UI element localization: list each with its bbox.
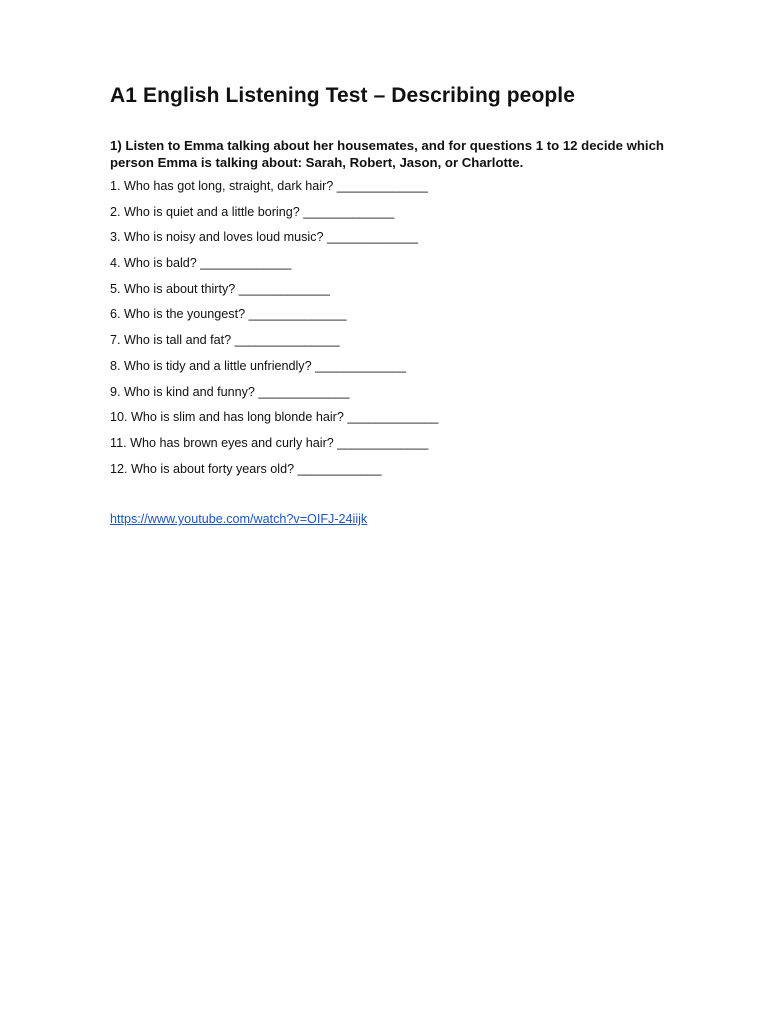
- question-item: 1. Who has got long, straight, dark hair? _____________: [110, 179, 428, 193]
- youtube-link[interactable]: https://www.youtube.com/watch?v=OIFJ-24iijk: [110, 512, 368, 526]
- question-item: 12. Who is about forty years old? ____________: [110, 461, 382, 476]
- question-list: [110, 177, 438, 485]
- question-item: 4. Who is bald? _____________: [110, 256, 292, 271]
- question-item: 9. Who is kind and funny? _____________: [110, 384, 350, 399]
- instructions-text: 1) Listen to Emma talking about her housemates, and for questions 1 to 12 decide which person Emma is talking about: Sarah, Robert, Jason, or Charlotte.: [110, 138, 664, 170]
- document-title: A1 English Listening Test – Describing people: [110, 84, 576, 107]
- question-item: 7. Who is tall and fat? _______________: [110, 333, 340, 348]
- question-item: 3. Who is noisy and loves loud music? _____________: [110, 230, 419, 245]
- question-item: 2. Who is quiet and a little boring? _____________: [110, 204, 395, 219]
- question-item: 8. Who is tidy and a little unfriendly? _____________: [110, 358, 407, 373]
- question-item: 10. Who is slim and has long blonde hair? _____________: [110, 410, 439, 425]
- question-item: 6. Who is the youngest? ______________: [110, 307, 347, 322]
- question-item: 5. Who is about thirty? _____________: [110, 281, 330, 296]
- question-item: 11. Who has brown eyes and curly hair? _____________: [110, 435, 429, 450]
